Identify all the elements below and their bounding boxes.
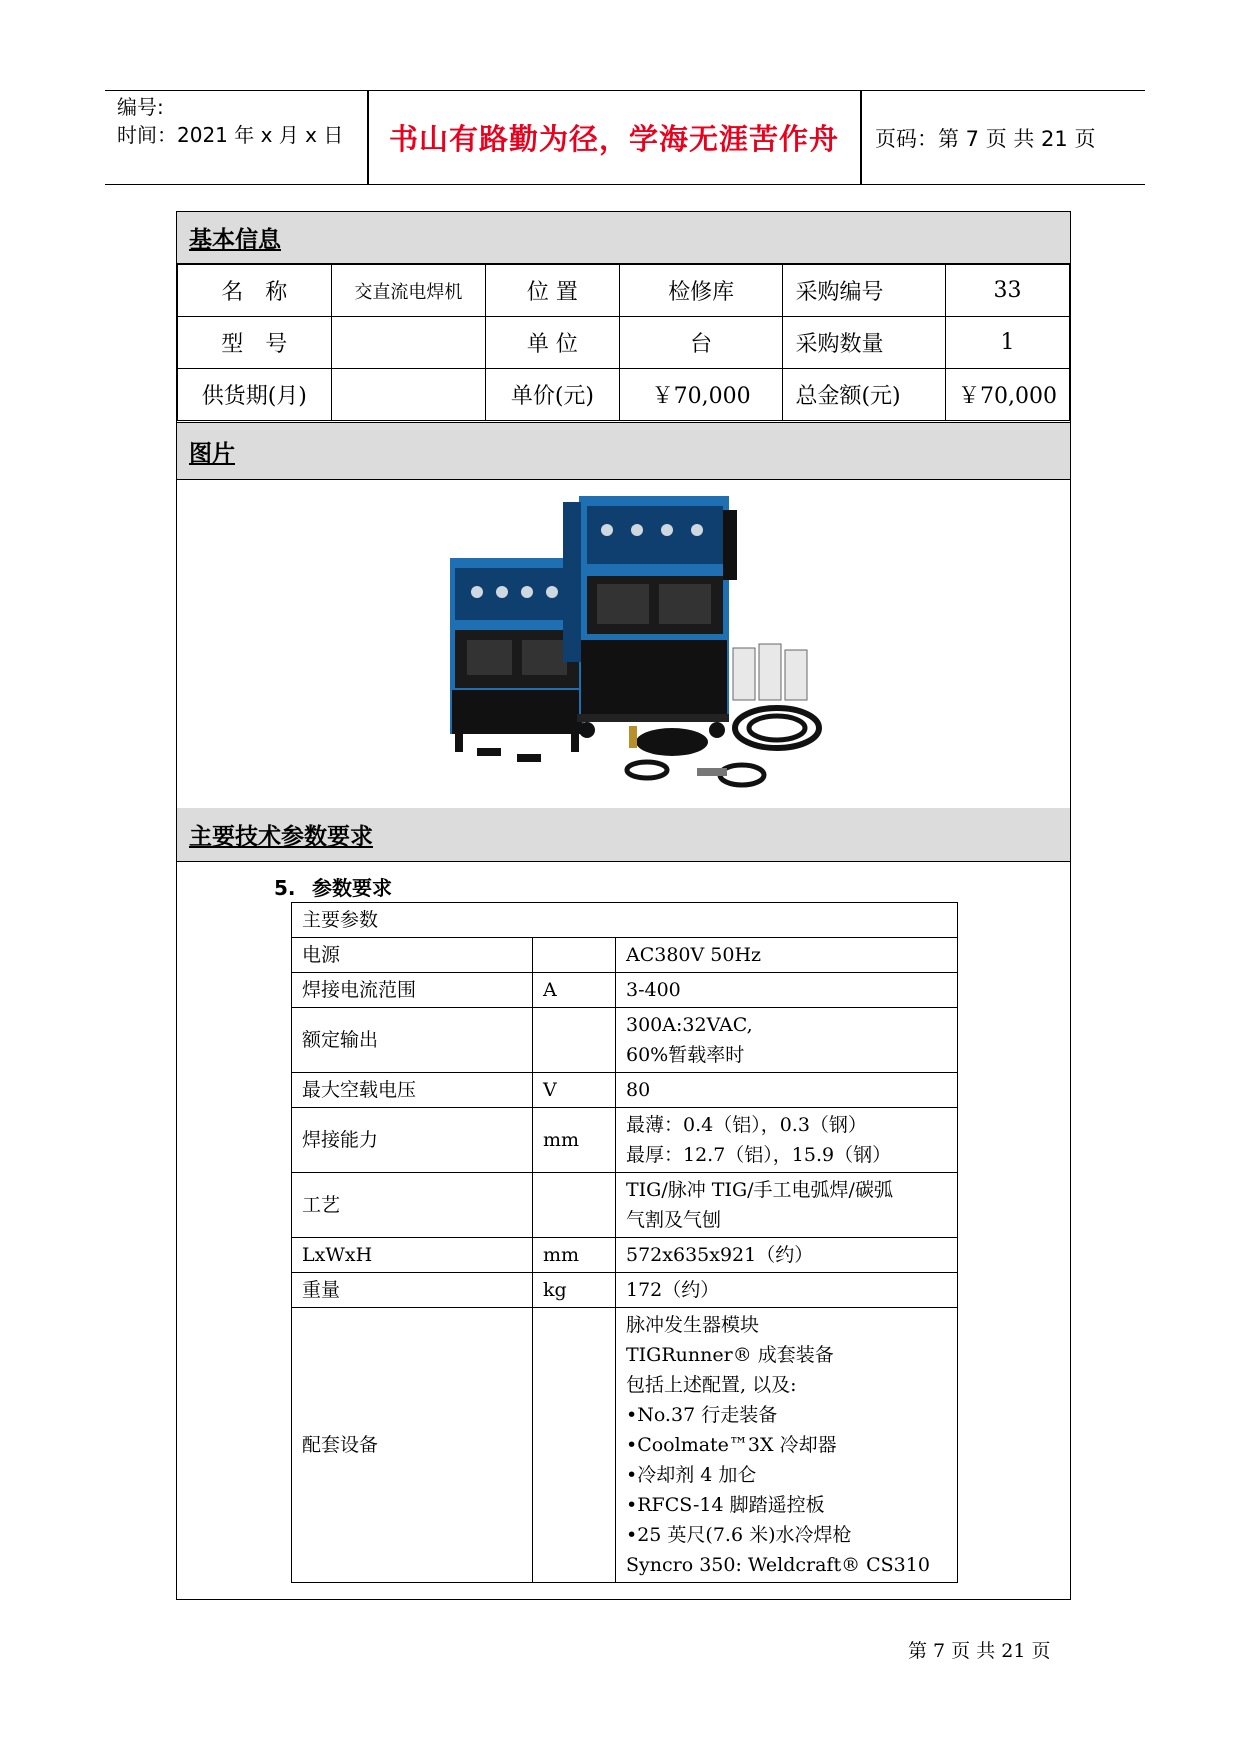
- param-unit: kg: [533, 1273, 616, 1308]
- value-cell: ￥70,000: [619, 369, 783, 421]
- param-value: [616, 973, 958, 1008]
- table-row: [292, 973, 958, 1008]
- value-cell: 33: [946, 265, 1070, 317]
- header-page-info: 页码：第 7 页 共 21 页: [875, 126, 1096, 151]
- label-cell: 位 置: [486, 265, 620, 317]
- table-row: [292, 1173, 958, 1238]
- page-footer: 第 7 页 共 21 页: [908, 1640, 1051, 1662]
- section-title: 基本信息: [189, 227, 281, 253]
- value-line: Syncro 350: Weldcraft® CS310: [626, 1554, 930, 1576]
- value-line: 172（约）: [626, 1279, 720, 1301]
- spec-heading-title: 参数要求: [312, 876, 392, 900]
- value-line: AC380V 50Hz: [626, 944, 762, 966]
- param-name: 重量: [292, 1273, 533, 1308]
- welding-machine-image: [177, 480, 1070, 807]
- param-unit: mm: [533, 1108, 616, 1173]
- param-name: 电源: [292, 938, 533, 973]
- label-cell: 总金额(元): [783, 369, 946, 421]
- value-cell: ￥70,000: [946, 369, 1070, 421]
- param-name: 焊接能力: [292, 1108, 533, 1173]
- table-row: [292, 938, 958, 973]
- table-row: [292, 903, 958, 938]
- param-name: 焊接电流范围: [292, 973, 533, 1008]
- label-cell: 采购编号: [783, 265, 946, 317]
- value-line: 572x635x921（约）: [626, 1244, 814, 1266]
- value-line: •No.37 行走装备: [626, 1404, 778, 1426]
- value-cell: 检修库: [619, 265, 783, 317]
- table-row: [178, 317, 1070, 369]
- value-line: 80: [626, 1079, 651, 1101]
- value-line: 300A:32VAC,: [626, 1014, 753, 1036]
- table-row: [178, 265, 1070, 317]
- table-row: [292, 1008, 958, 1073]
- value-line: TIGRunner® 成套装备: [626, 1344, 834, 1366]
- table-row: [178, 369, 1070, 421]
- spec-table-title: 主要参数: [292, 903, 958, 938]
- value-line: 最厚：12.7（铝），15.9（钢）: [626, 1144, 892, 1166]
- spec-heading-number: 5.: [274, 876, 296, 900]
- param-unit: [533, 1173, 616, 1238]
- param-name: 额定输出: [292, 1008, 533, 1073]
- header-meta: [117, 93, 343, 149]
- table-row: [292, 1108, 958, 1173]
- value-cell: 台: [619, 317, 783, 369]
- param-name: 工艺: [292, 1173, 533, 1238]
- doc-time-label: 时间：2021 年 x 月 x 日: [117, 123, 344, 147]
- product-photo: [177, 480, 1070, 809]
- param-name: LxWxH: [292, 1238, 533, 1273]
- spec-table: [291, 902, 958, 1583]
- value-cell: [331, 369, 485, 421]
- label-cell: 单价(元): [486, 369, 620, 421]
- value-cell: 1: [946, 317, 1070, 369]
- section-title: 图片: [189, 440, 235, 467]
- value-line: 脉冲发生器模块: [626, 1314, 760, 1336]
- table-row: [292, 1073, 958, 1108]
- value-cell: 交直流电焊机: [331, 265, 485, 317]
- label-cell: 供货期(月): [178, 369, 332, 421]
- page-header: [105, 90, 1145, 185]
- label-cell: 型 号: [178, 317, 332, 369]
- section-picture: [177, 422, 1070, 480]
- table-row: [292, 1308, 958, 1583]
- value-line: 包括上述配置, 以及:: [626, 1374, 797, 1396]
- value-line: •RFCS-14 脚踏遥控板: [626, 1494, 825, 1516]
- param-unit: V: [533, 1073, 616, 1108]
- param-name: 配套设备: [292, 1308, 533, 1583]
- param-value: [616, 1108, 958, 1173]
- param-value: [616, 1073, 958, 1108]
- param-value: [616, 1008, 958, 1073]
- doc-number-label: 编号:: [117, 95, 164, 119]
- value-line: 最薄：0.4（铝），0.3（钢）: [626, 1114, 867, 1136]
- value-line: 60%暂载率时: [626, 1044, 745, 1066]
- value-line: 3-400: [626, 979, 681, 1001]
- basic-info-table: [177, 264, 1070, 421]
- value-cell: [331, 317, 485, 369]
- param-unit: A: [533, 973, 616, 1008]
- param-unit: [533, 1308, 616, 1583]
- label-cell: 名 称: [178, 265, 332, 317]
- header-motto: 书山有路勤为径，学海无涯苦作舟: [388, 122, 839, 156]
- label-cell: 单 位: [486, 317, 620, 369]
- value-line: 气割及气刨: [626, 1209, 722, 1231]
- value-line: •Coolmate™3X 冷却器: [626, 1434, 837, 1456]
- param-name: 最大空载电压: [292, 1073, 533, 1108]
- param-value: [616, 938, 958, 973]
- section-tech-params: [177, 808, 1070, 862]
- table-row: [292, 1273, 958, 1308]
- value-line: •25 英尺(7.6 米)水冷焊枪: [626, 1524, 852, 1546]
- param-unit: [533, 1008, 616, 1073]
- param-value: [616, 1173, 958, 1238]
- param-unit: mm: [533, 1238, 616, 1273]
- header-divider: [860, 91, 862, 184]
- value-line: TIG/脉冲 TIG/手工电弧焊/碳弧: [626, 1179, 893, 1201]
- equipment-form: [176, 211, 1071, 1600]
- param-value: [616, 1238, 958, 1273]
- param-unit: [533, 938, 616, 973]
- spec-heading: [274, 872, 392, 901]
- section-title: 主要技术参数要求: [189, 824, 373, 850]
- value-line: •冷却剂 4 加仑: [626, 1464, 757, 1486]
- table-row: [292, 1238, 958, 1273]
- param-value: [616, 1308, 958, 1583]
- label-cell: 采购数量: [783, 317, 946, 369]
- param-value: [616, 1273, 958, 1308]
- section-basic-info: [177, 212, 1070, 264]
